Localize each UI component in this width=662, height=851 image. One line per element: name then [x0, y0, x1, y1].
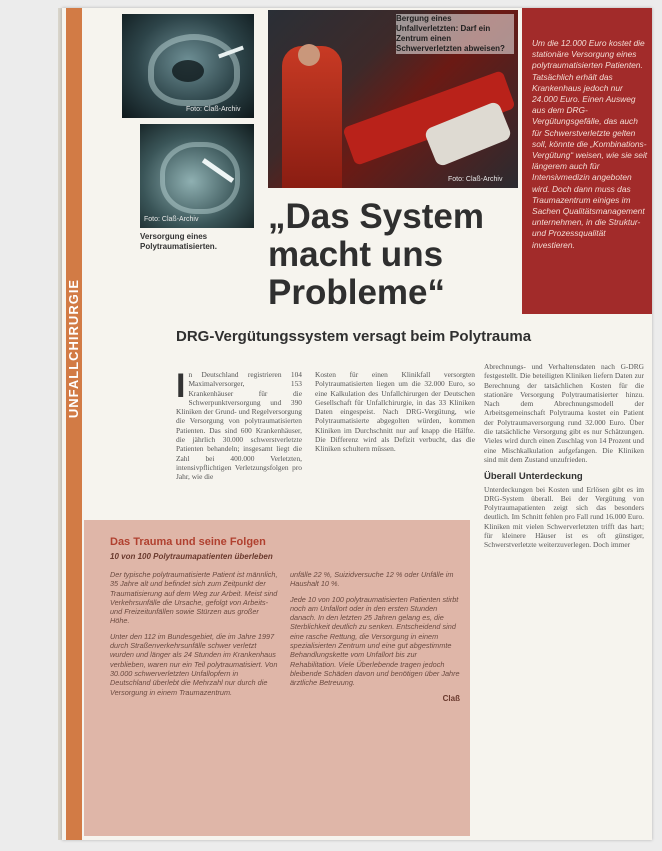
teaser-box	[522, 8, 652, 314]
author-signature: Claß	[442, 693, 460, 703]
photo-caption: Bergung eines Unfallverletzten: Darf ein Zentrum einen Schwerverletzten abweisen?	[396, 14, 514, 54]
section-label: UNFALLCHIRURGIE	[66, 278, 82, 418]
photo-credit: Foto: Claß-Archiv	[448, 176, 503, 183]
xray-photo-pelvis	[122, 14, 254, 118]
info-box-title: Das Trauma und seine Folgen	[110, 536, 266, 548]
article-column-1: I n Deutschland registrieren 104 Maximalversorger, 153 Krankenhäuser für die Schwerpunktversorgung und 390 Kliniken der Grund- und Regelversorgung die Versorgung von polytraumatisierten Patienten. Das sind 600 Krankenhäuser, die jährlich 30.000 schwerstverletzte Patienten behandeln; insgesamt liegt die Zahl bei 400.000 Verletzten, intensivpflichtigen Verletzungsfolgen pro Jahr, wie die	[176, 367, 302, 482]
rescue-photo	[268, 10, 518, 188]
info-box-column-1: Der typische polytraumatisierte Patient ist männlich, 35 Jahre alt und befindet sich zum Zeitpunkt der Traumatisierung auf dem Weg zur Arbeit. Meist sind Verkehrsunfälle die Ursache, gefolgt von Arbeits- und Freizeitunfällen sowie Stürzen aus großer Höhe. Unter den 112 im Bundesgebiet, die im Jahre 1997 durch Straßenverkehrsunfälle schwer verletzt wurden und länger als 24 Stunden im Krankenhaus verblieben, waren nur ein Teil polytraumatisiert. Von 30.000 schwerverletzten Unfallopfern in Deutschland überlebt die Mehrzahl nur durch die Versorgung in einem Traumazentrum.	[110, 570, 278, 697]
xray-photo-hip	[140, 124, 254, 228]
article-subtitle: DRG-Vergütungssystem versagt beim Polytrauma	[176, 328, 532, 345]
headline: „Das System macht uns Probleme“	[268, 197, 484, 312]
article-column-2: Kosten für einen Klinikfall versorgten Polytraumatisierten liegen um die 32.000 Euro, so eine Kalkulation des Unfallchirurgen der Deutschen Gesellschaft für Unfallchirurgie, in das 33 Kliniken Daten eingespeist. Nach DRG-Vergütung, wie Polytraumatisierte abgegolten würden, kommen Kliniken im Durchschnitt nur auf knapp die Hälfte. Die Differenz wird als Defizit verbucht, das die Kliniken schultern müssen.	[315, 370, 475, 454]
photo-caption: Versorgung eines Polytraumatisierten.	[140, 232, 217, 251]
info-box-column-2: unfälle 22 %, Suizidversuche 12 % oder Unfälle im Haushalt 10 %. Jede 10 von 100 polytraumatisierten Patienten stirbt noch am Unfallort oder in den ersten Stunden danach. In den letzten 25 Jahren gelang es, die Sterblichkeit deutlich zu senken. Entscheidend sind eine rasche Rettung, die Versorgung in einem spezialisierten Zentrum und eine gut abgestimmte Behandlungskette vom Unfallort bis zur Rehabilitation. Viele Überlebende tragen jedoch bleibende Schäden davon und benötigen über Jahre ärztliche Betreuung. Claß	[290, 570, 460, 703]
teaser-text: Um die 12.000 Euro kostet die stationäre Versorgung eines polytraumatisierten Patienten. Tatsächlich erhält das Krankenhaus jedoch nur 24.000 Euro. Einen Ausweg aus dem DRG-Vergütungsgefälle, das auch für Schwerstverletzte gelten soll, könnte die „Kombinations-Vergütung“ weisen, wie sie seit längerem auch für Intensivmedizin angeboten wird. Doch dann muss das Traumazentrum einiges im Sachen Qualitätsmanagement unternehmen, in die Struktur- und Prozessqualität investieren.	[532, 38, 648, 250]
drop-cap: I	[176, 367, 186, 405]
photo-credit: Foto: Claß-Archiv	[186, 106, 241, 113]
info-box-subtitle: 10 von 100 Polytraumapatienten überleben	[110, 552, 273, 561]
article-column-3: Abrechnungs- und Verhaltensdaten nach G-DRG festgestellt. Die beteiligten Kliniken liefern Daten zur Berechnung der tatsächlichen Kosten für die stationäre Versorgung Polytraumatisierter hinzu. Nach dem Abrechnungsmodell der Arbeitsgemeinschaft Polytrauma kostet ein Patient der Polytraumaversorgung rund 32.000 Euro. Über die tatsächliche Versorgung gibt es nur Schätzungen. Vieles wird durch einen Zuschlag von 14 Prozent und eine Mischkalkulation aufgefangen. Die Kliniken sind mit dem Zustand unzufrieden. Überall Unterdeckung Unterdeckungen bei Kosten und Erlösen gibt es im DRG-System überall. Bei der Vergütung von Polytraumapatienten zeigt sich das besonders deutlich. Im Schnitt fehlen pro Fall rund 16.000 Euro. Kliniken mit vielen Schwerverletzten trifft das hart; für kleinere Häuser ist es oft günstiger, Schwerstverletzte weiterzuverlegen. Doch immer	[484, 362, 644, 550]
photo-credit: Foto: Claß-Archiv	[144, 216, 199, 223]
section-heading: Überall Unterdeckung	[484, 471, 583, 483]
